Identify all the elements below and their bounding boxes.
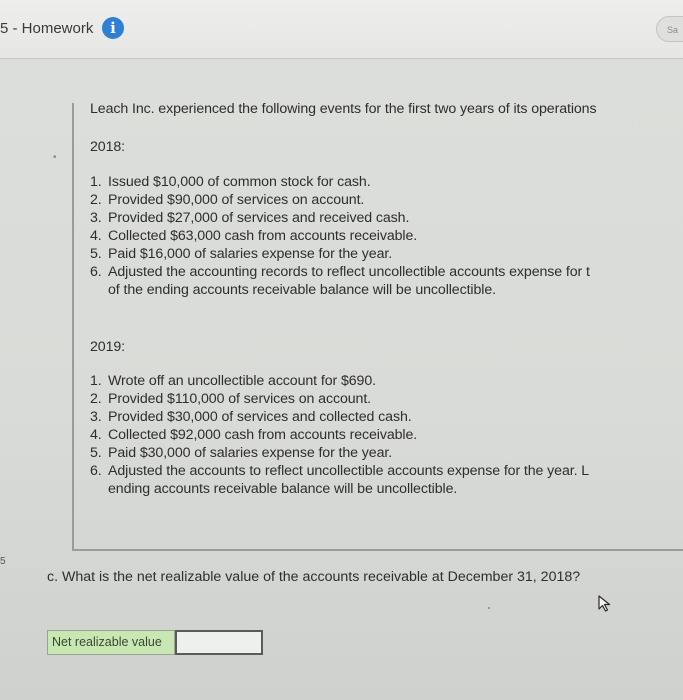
list-item-continuation: ending accounts receivable balance will be uncollectible.	[108, 481, 458, 497]
list-item	[90, 174, 371, 190]
item-number: 5.	[90, 246, 102, 262]
item-number: 6.	[90, 463, 102, 479]
item-text: Adjusted the accounting records to reflect uncollectible accounts expense for t	[108, 264, 590, 280]
list-item	[90, 192, 364, 208]
bullet-marker: •	[53, 152, 57, 163]
item-text: Collected $63,000 cash from accounts receivable.	[108, 228, 418, 244]
list-item	[90, 391, 371, 407]
item-text: Adjusted the accounts to reflect uncollectible accounts expense for the year. L	[108, 463, 590, 479]
list-item	[90, 228, 417, 244]
side-mark: 5	[0, 556, 6, 567]
item-number: 1.	[90, 174, 102, 190]
item-number: 2.	[90, 391, 102, 407]
save-button[interactable]: Sa	[656, 16, 683, 42]
list-item-continuation: of the ending accounts receivable balance will be uncollectible.	[108, 282, 496, 298]
info-icon[interactable]: i	[102, 17, 124, 39]
item-text: Provided $90,000 of services on account.	[108, 192, 365, 208]
mouse-cursor-icon	[597, 595, 613, 613]
list-item	[90, 246, 392, 262]
top-bar	[0, 0, 683, 59]
list-item	[90, 427, 417, 443]
list-item	[90, 445, 392, 461]
list-item	[90, 463, 589, 479]
item-number: 5.	[90, 445, 102, 461]
item-text: Provided $30,000 of services and collected cash.	[108, 409, 412, 425]
list-item	[90, 409, 412, 425]
year-2018-label: 2018:	[90, 139, 126, 155]
item-number: 4.	[90, 427, 102, 443]
list-item	[90, 264, 590, 280]
item-number: 3.	[90, 210, 102, 226]
item-number: 2.	[90, 192, 102, 208]
net-realizable-value-input[interactable]	[175, 630, 263, 655]
item-number: 4.	[90, 228, 102, 244]
item-text: Wrote off an uncollectible account for $690.	[108, 373, 376, 389]
item-number: 6.	[90, 264, 102, 280]
year-2019-label: 2019:	[90, 339, 126, 355]
item-number: 1.	[90, 373, 102, 389]
item-text: Provided $110,000 of services on account.	[108, 391, 372, 407]
item-text: Provided $27,000 of services and received cash.	[108, 210, 410, 226]
problem-intro: Leach Inc. experienced the following events for the first two years of its operations	[90, 101, 597, 117]
net-realizable-value-label: Net realizable value	[47, 630, 175, 655]
list-item	[90, 373, 376, 389]
item-text: Collected $92,000 cash from accounts receivable.	[108, 427, 418, 443]
item-text: Paid $30,000 of salaries expense for the year.	[108, 445, 393, 461]
item-text: Issued $10,000 of common stock for cash.	[108, 174, 371, 190]
assignment-title: 5 - Homework	[0, 20, 94, 37]
item-number: 3.	[90, 409, 102, 425]
list-item	[90, 210, 409, 226]
question-content	[0, 59, 683, 700]
question-c: c. What is the net realizable value of the accounts receivable at December 31, 2018?	[47, 569, 581, 585]
item-text: Paid $16,000 of salaries expense for the year.	[108, 246, 393, 262]
stray-dot	[488, 607, 490, 609]
